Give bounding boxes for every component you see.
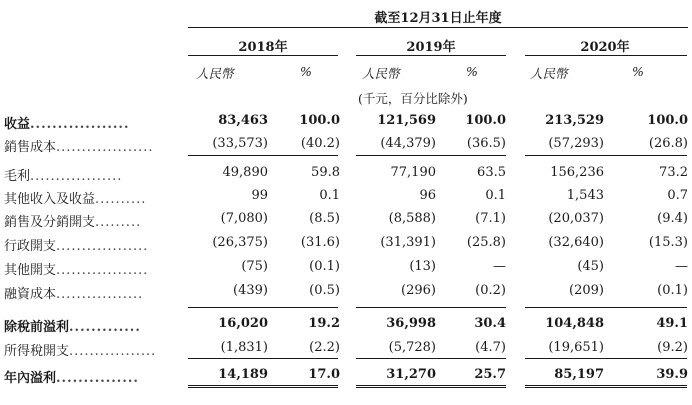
leader-dots: .................. (30, 169, 123, 184)
percent-cell: 0.1 (319, 188, 340, 203)
row-label-text: 銷售成本 (4, 140, 57, 155)
amount-cell: (8,588) (388, 211, 436, 226)
net-rule-2019 (356, 358, 506, 359)
amount-cell: (209) (569, 283, 604, 298)
total-double-rule-2020 (525, 385, 687, 388)
leader-dots: ................... (56, 140, 154, 155)
percent-cell: 19.2 (308, 316, 340, 331)
row-label-text: 毛利 (4, 169, 31, 184)
amount-cell: (45) (577, 259, 604, 274)
percent-cell: 0.1 (485, 188, 506, 203)
amount-cell: 156,236 (550, 165, 604, 180)
year-2019: 2019年 (406, 40, 456, 55)
period-title: 截至12月31日止年度 (374, 11, 502, 26)
col-rmb-2018: 人民幣 (196, 66, 234, 81)
subtotal-rule-2018 (188, 155, 338, 156)
row-label (4, 211, 141, 230)
col-pct-2018: % (300, 64, 312, 79)
percent-cell: (40.2) (300, 136, 340, 151)
percent-cell: 49.1 (656, 316, 688, 331)
leader-dots: ............... (56, 371, 139, 386)
pretax-rule-2019 (356, 307, 506, 308)
year-2018: 2018年 (238, 40, 288, 55)
row-label-text: 其他開支 (4, 263, 57, 278)
percent-cell: (25.8) (466, 235, 506, 250)
amount-cell: (13) (409, 259, 436, 274)
table-row (0, 162, 692, 184)
table-row (0, 232, 692, 254)
amount-cell: (75) (241, 259, 268, 274)
table-row (0, 313, 692, 335)
table-row (0, 337, 692, 359)
percent-cell: (26.8) (648, 136, 688, 151)
amount-cell: 85,197 (554, 367, 604, 382)
table-row (0, 110, 692, 132)
percent-cell: — (675, 259, 688, 274)
amount-cell: (44,379) (380, 136, 436, 151)
percent-cell: (9.4) (657, 211, 688, 226)
amount-cell: (19,651) (548, 340, 604, 355)
amount-cell: (57,293) (548, 136, 604, 151)
row-label (4, 283, 143, 302)
row-label (4, 165, 122, 184)
amount-cell: 104,848 (545, 316, 604, 331)
leader-dots: .................. (56, 263, 149, 278)
total-double-rule-2019 (356, 385, 506, 388)
year-2020: 2020年 (580, 40, 630, 55)
percent-cell: 63.5 (477, 165, 506, 180)
table-row (0, 208, 692, 230)
row-label-text: 收益 (4, 117, 31, 132)
percent-cell: (0.2) (475, 283, 506, 298)
percent-cell: (0.1) (309, 259, 340, 274)
col-rmb-2020: 人民幣 (530, 66, 568, 81)
amount-cell: (33,573) (212, 136, 268, 151)
amount-cell: 99 (251, 188, 268, 203)
table-row (0, 280, 692, 302)
amount-cell: 31,270 (386, 367, 436, 382)
amount-cell: (7,080) (220, 211, 268, 226)
amount-cell: (5,728) (388, 340, 436, 355)
col-pct-2019: % (466, 64, 478, 79)
amount-cell: 36,998 (386, 316, 436, 331)
amount-cell: 14,189 (218, 367, 268, 382)
percent-cell: (7.1) (475, 211, 506, 226)
row-label-text: 融資成本 (4, 287, 57, 302)
year-rule-2020 (525, 55, 687, 56)
row-label (4, 367, 139, 386)
row-label (4, 235, 148, 254)
leader-dots: ................. (69, 344, 157, 359)
percent-cell: 25.7 (474, 367, 506, 382)
unit-note: (千元，百分比除外) (358, 91, 468, 106)
percent-cell: 59.8 (311, 165, 340, 180)
percent-cell: (0.1) (657, 283, 688, 298)
col-pct-2020: % (632, 64, 644, 79)
amount-cell: 1,543 (566, 188, 604, 203)
percent-cell: 100.0 (299, 113, 340, 128)
amount-cell: 49,890 (222, 165, 268, 180)
leader-dots: ......... (95, 215, 142, 230)
amount-cell: (296) (401, 283, 436, 298)
net-rule-2018 (188, 358, 338, 359)
amount-cell: 213,529 (545, 113, 604, 128)
percent-cell: (36.5) (466, 136, 506, 151)
table-row (0, 256, 692, 278)
percent-cell: 0.7 (667, 188, 688, 203)
year-rule-2018 (188, 55, 338, 56)
amount-cell: 77,190 (390, 165, 436, 180)
leader-dots: .................. (30, 117, 130, 132)
amount-cell: 121,569 (377, 113, 436, 128)
percent-cell: (15.3) (648, 235, 688, 250)
percent-cell: (2.2) (309, 340, 340, 355)
pretax-rule-2018 (188, 307, 338, 308)
percent-cell: (9.2) (657, 340, 688, 355)
row-label-text: 銷售及分銷開支 (4, 215, 96, 230)
percent-cell: 100.0 (647, 113, 688, 128)
row-label (4, 259, 148, 278)
row-label-text: 所得稅開支 (4, 344, 70, 359)
table-row (0, 364, 692, 386)
row-label (4, 188, 146, 207)
row-label (4, 136, 154, 155)
percent-cell: (4.7) (475, 340, 506, 355)
percent-cell: 39.9 (656, 367, 688, 382)
percent-cell: 30.4 (474, 316, 506, 331)
amount-cell: 96 (419, 188, 436, 203)
percent-cell: (0.5) (309, 283, 340, 298)
subtotal-rule-2019 (356, 155, 506, 156)
leader-dots: ................. (56, 287, 144, 302)
percent-cell: (8.5) (309, 211, 340, 226)
amount-cell: (31,391) (380, 235, 436, 250)
percent-cell: (31.6) (300, 235, 340, 250)
amount-cell: 83,463 (218, 113, 268, 128)
table-row (0, 133, 692, 155)
pretax-rule-2020 (525, 307, 687, 308)
amount-cell: (1,831) (220, 340, 268, 355)
row-label-text: 年內溢利 (4, 371, 57, 386)
amount-cell: 16,020 (218, 316, 268, 331)
net-rule-2020 (525, 358, 687, 359)
row-label-text: 行政開支 (4, 239, 57, 254)
percent-cell: 17.0 (308, 367, 340, 382)
col-rmb-2019: 人民幣 (362, 66, 400, 81)
row-label (4, 316, 141, 335)
amount-cell: (32,640) (548, 235, 604, 250)
row-label (4, 340, 156, 359)
percent-cell: 73.2 (659, 165, 688, 180)
percent-cell: — (493, 259, 506, 274)
header-rule (188, 27, 688, 28)
total-double-rule-2018 (188, 385, 338, 388)
row-label (4, 113, 129, 132)
amount-cell: (20,037) (548, 211, 604, 226)
leader-dots: .......... (95, 192, 147, 207)
amount-cell: (439) (233, 283, 268, 298)
leader-dots: ............. (69, 320, 141, 335)
amount-cell: (26,375) (212, 235, 268, 250)
row-label-text: 其他收入及收益 (4, 192, 96, 207)
percent-cell: 100.0 (465, 113, 506, 128)
leader-dots: .................. (56, 239, 149, 254)
subtotal-rule-2020 (525, 155, 687, 156)
year-rule-2019 (356, 55, 506, 56)
table-row (0, 185, 692, 207)
row-label-text: 除稅前溢利 (4, 320, 70, 335)
